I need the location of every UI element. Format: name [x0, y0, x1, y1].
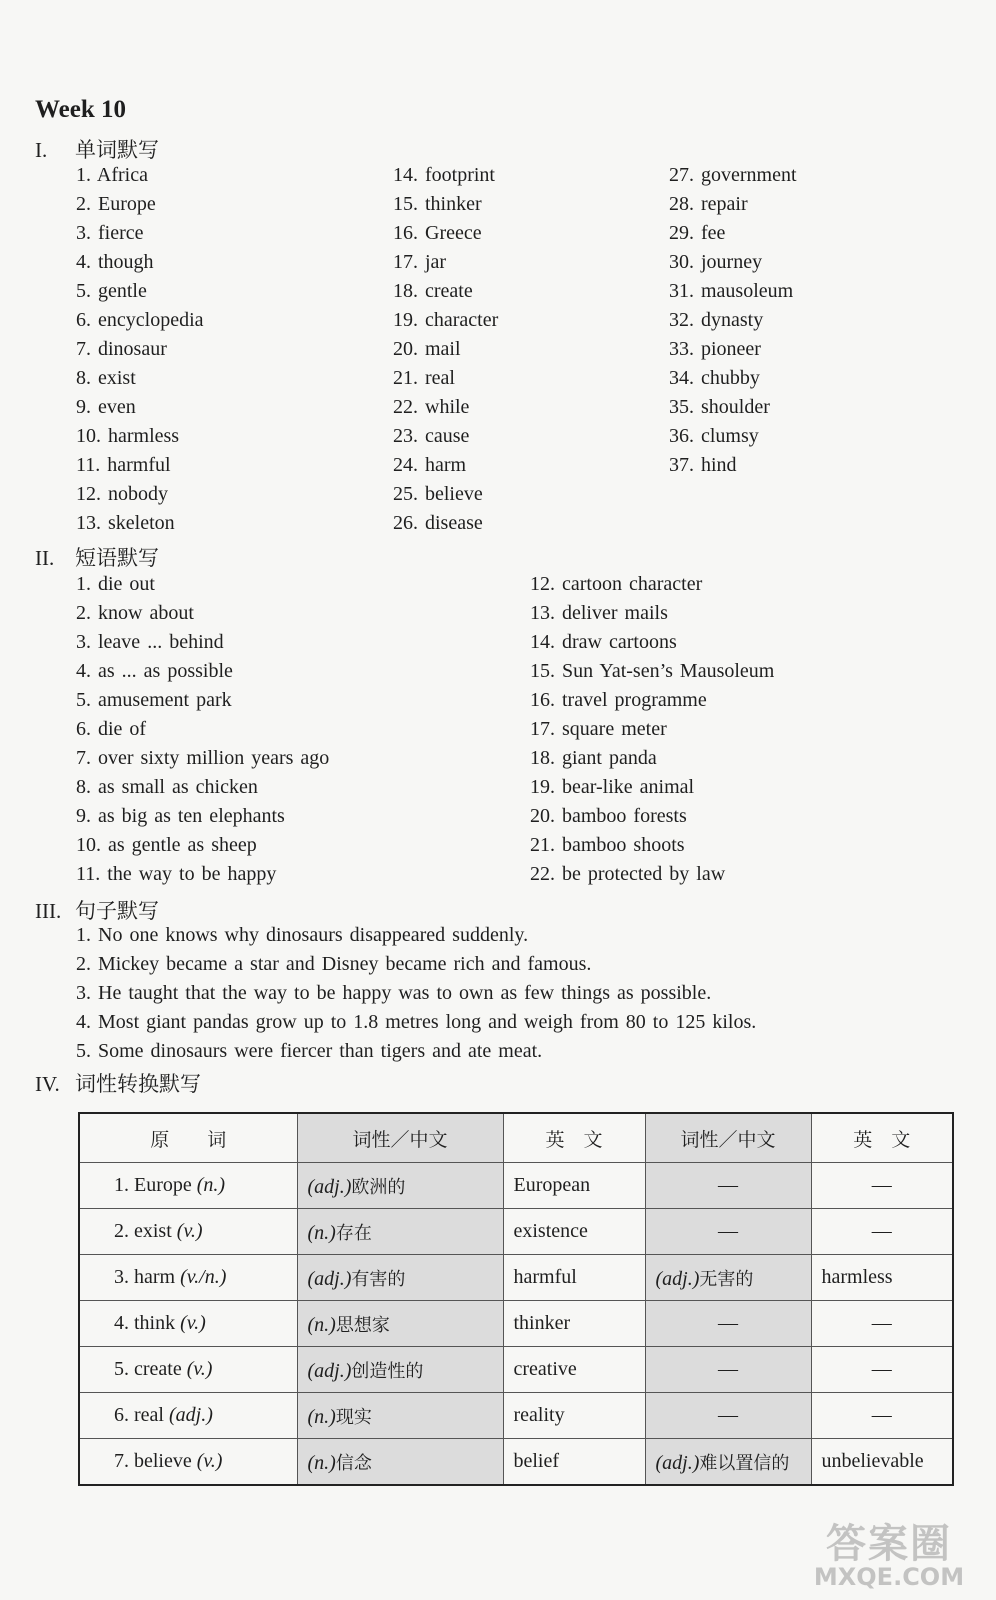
section-number: III.	[35, 899, 62, 923]
row-number: 7.	[114, 1450, 129, 1472]
cell-english-2: —	[811, 1301, 953, 1347]
cell-original	[79, 1439, 297, 1486]
word-item: 23. cause	[393, 425, 470, 447]
phrase-item: 20. bamboo forests	[530, 805, 687, 827]
cell-pos-cn-2	[645, 1255, 811, 1301]
table-row	[79, 1439, 953, 1486]
row-number: 1.	[114, 1174, 129, 1196]
word-item: 15. thinker	[393, 193, 482, 215]
sentence-item: 5. Some dinosaurs were fiercer than tigers and ate meat.	[76, 1040, 543, 1062]
word-item: 4. though	[76, 251, 154, 273]
word-item: 2. Europe	[76, 193, 156, 215]
phrase-item: 4. as ... as possible	[76, 660, 233, 682]
phrase-item: 13. deliver mails	[530, 602, 668, 624]
section-label: 单词默写	[75, 138, 159, 162]
watermark-logo	[804, 1512, 974, 1592]
table-row	[79, 1347, 953, 1393]
watermark-url: MXQE.COM	[813, 1563, 965, 1591]
word-item: 26. disease	[393, 512, 483, 534]
phrase-item: 15. Sun Yat-sen’s Mausoleum	[530, 660, 775, 682]
original-word: believe	[134, 1450, 192, 1472]
phrase-item: 22. be protected by law	[530, 863, 726, 885]
part-of-speech: (adj.)	[307, 1267, 352, 1290]
original-word: create	[134, 1358, 182, 1380]
chinese-meaning: 有害的	[351, 1268, 406, 1290]
word-item: 19. character	[393, 309, 499, 331]
chinese-meaning: 思想家	[335, 1314, 390, 1336]
section-heading-phrases	[35, 542, 159, 572]
part-of-speech: (adj.)	[168, 1404, 213, 1426]
header-pos-cn-1: 词性／中文	[297, 1113, 503, 1163]
phrase-item: 14. draw cartoons	[530, 631, 677, 653]
cell-original	[79, 1255, 297, 1301]
word-item: 1. Africa	[76, 164, 148, 186]
table-row	[79, 1301, 953, 1347]
dash: —	[718, 1404, 738, 1426]
cell-english-1: reality	[503, 1393, 645, 1439]
section-heading-conversion	[35, 1068, 201, 1098]
cell-pos-cn-2	[645, 1209, 811, 1255]
cell-english-2: harmless	[811, 1255, 953, 1301]
cell-english-2: —	[811, 1393, 953, 1439]
row-number: 2.	[114, 1220, 129, 1242]
sentence-item: 4. Most giant pandas grow up to 1.8 metres long and weigh from 80 to 125 kilos.	[76, 1011, 757, 1033]
word-item: 6. encyclopedia	[76, 309, 204, 331]
word-item: 16. Greece	[393, 222, 482, 244]
word-item: 10. harmless	[76, 425, 180, 447]
cell-english-1: creative	[503, 1347, 645, 1393]
dash: —	[718, 1358, 738, 1380]
original-word: real	[134, 1404, 164, 1426]
section-number: II.	[35, 546, 55, 570]
word-item: 18. create	[393, 280, 473, 302]
phrase-item: 1. die out	[76, 573, 155, 595]
cell-pos-cn-2	[645, 1439, 811, 1486]
header-original: 原 词	[79, 1113, 297, 1163]
cell-original	[79, 1301, 297, 1347]
section-number: IV.	[35, 1072, 60, 1096]
phrase-item: 9. as big as ten elephants	[76, 805, 285, 827]
part-of-speech: (v.)	[176, 1220, 203, 1242]
word-item: 30. journey	[669, 251, 763, 273]
cell-pos-cn-2	[645, 1163, 811, 1209]
cell-pos-cn-2	[645, 1393, 811, 1439]
word-item: 31. mausoleum	[669, 280, 794, 302]
sentence-item: 2. Mickey became a star and Disney became rich and famous.	[76, 953, 592, 975]
header-pos-cn-2: 词性／中文	[645, 1113, 811, 1163]
phrase-item: 3. leave ... behind	[76, 631, 224, 653]
word-item: 3. fierce	[76, 222, 144, 244]
phrase-item: 17. square meter	[530, 718, 667, 740]
part-of-speech: (n.)	[196, 1174, 226, 1196]
word-item: 9. even	[76, 396, 136, 418]
row-number: 6.	[114, 1404, 129, 1426]
word-item: 20. mail	[393, 338, 461, 360]
part-of-speech: (adj.)	[307, 1359, 352, 1382]
section-label: 短语默写	[75, 546, 159, 570]
phrase-item: 5. amusement park	[76, 689, 232, 711]
cell-pos-cn-1	[297, 1439, 503, 1486]
word-item: 12. nobody	[76, 483, 168, 505]
cell-english-1: belief	[503, 1439, 645, 1486]
phrase-item: 16. travel programme	[530, 689, 707, 711]
page-title: Week 10	[35, 96, 126, 123]
phrase-item: 18. giant panda	[530, 747, 657, 769]
watermark-text: 答案圈	[826, 1521, 952, 1567]
word-item: 13. skeleton	[76, 512, 175, 534]
table-row	[79, 1393, 953, 1439]
chinese-meaning: 创造性的	[351, 1360, 424, 1382]
cell-pos-cn-1	[297, 1393, 503, 1439]
table-header-row	[79, 1113, 953, 1163]
cell-english-1: existence	[503, 1209, 645, 1255]
table-row	[79, 1209, 953, 1255]
section-heading-words	[35, 134, 159, 164]
phrase-item: 19. bear-like animal	[530, 776, 695, 798]
phrase-item: 11. the way to be happy	[76, 863, 277, 885]
word-item: 17. jar	[393, 251, 447, 273]
word-item: 7. dinosaur	[76, 338, 167, 360]
dash: —	[718, 1312, 738, 1334]
cell-english-1: thinker	[503, 1301, 645, 1347]
word-item: 22. while	[393, 396, 470, 418]
word-item: 35. shoulder	[669, 396, 770, 418]
word-item: 28. repair	[669, 193, 748, 215]
word-item: 36. clumsy	[669, 425, 759, 447]
part-of-speech: (adj.)	[655, 1451, 700, 1474]
part-of-speech: (n.)	[307, 1221, 336, 1244]
row-number: 3.	[114, 1266, 129, 1288]
chinese-meaning: 存在	[335, 1222, 372, 1244]
header-english-1: 英 文	[503, 1113, 645, 1163]
cell-pos-cn-1	[297, 1209, 503, 1255]
table-row	[79, 1163, 953, 1209]
original-word: harm	[134, 1266, 176, 1288]
phrase-item: 6. die of	[76, 718, 147, 740]
cell-pos-cn-1	[297, 1347, 503, 1393]
section-heading-sentences	[35, 895, 159, 925]
word-item: 33. pioneer	[669, 338, 761, 360]
cell-english-1: harmful	[503, 1255, 645, 1301]
phrase-item: 21. bamboo shoots	[530, 834, 685, 856]
part-of-speech: (n.)	[307, 1451, 336, 1474]
part-of-speech: (v./n.)	[180, 1266, 227, 1288]
original-word: exist	[134, 1220, 172, 1242]
chinese-meaning: 难以置信的	[699, 1452, 790, 1474]
dash: —	[718, 1174, 738, 1196]
original-word: think	[134, 1312, 176, 1334]
word-item: 21. real	[393, 367, 455, 389]
cell-english-2: —	[811, 1209, 953, 1255]
part-of-speech: (n.)	[307, 1313, 336, 1336]
part-of-speech: (v.)	[180, 1312, 206, 1334]
section-label: 词性转换默写	[75, 1072, 201, 1096]
cell-pos-cn-1	[297, 1255, 503, 1301]
word-item: 14. footprint	[393, 164, 495, 186]
word-item: 11. harmful	[76, 454, 171, 476]
word-item: 32. dynasty	[669, 309, 764, 331]
word-item: 24. harm	[393, 454, 467, 476]
cell-original	[79, 1163, 297, 1209]
phrase-item: 2. know about	[76, 602, 194, 624]
word-item: 5. gentle	[76, 280, 147, 302]
sentence-item: 1. No one knows why dinosaurs disappeared suddenly.	[76, 924, 529, 946]
phrase-item: 12. cartoon character	[530, 573, 703, 595]
cell-english-1: European	[503, 1163, 645, 1209]
word-item: 25. believe	[393, 483, 483, 505]
part-of-speech: (adj.)	[655, 1267, 700, 1290]
sentence-item: 3. He taught that the way to be happy was to own as few things as possible.	[76, 982, 712, 1004]
word-item: 37. hind	[669, 454, 737, 476]
part-of-speech: (adj.)	[307, 1175, 352, 1198]
phrase-item: 10. as gentle as sheep	[76, 834, 257, 856]
row-number: 4.	[114, 1312, 129, 1334]
cell-pos-cn-2	[645, 1347, 811, 1393]
chinese-meaning: 欧洲的	[351, 1176, 406, 1198]
section-label: 句子默写	[75, 899, 159, 923]
cell-original	[79, 1347, 297, 1393]
cell-original	[79, 1209, 297, 1255]
section-number: I.	[35, 138, 48, 162]
cell-original	[79, 1393, 297, 1439]
word-item: 34. chubby	[669, 367, 760, 389]
header-english-2: 英 文	[811, 1113, 953, 1163]
original-word: Europe	[134, 1174, 192, 1196]
dash: —	[718, 1220, 738, 1242]
word-item: 27. government	[669, 164, 797, 186]
cell-pos-cn-1	[297, 1163, 503, 1209]
chinese-meaning: 现实	[335, 1406, 372, 1428]
cell-pos-cn-2	[645, 1301, 811, 1347]
word-item: 8. exist	[76, 367, 136, 389]
conversion-table	[78, 1112, 954, 1486]
word-item: 29. fee	[669, 222, 726, 244]
part-of-speech: (v.)	[186, 1358, 213, 1380]
chinese-meaning: 信念	[335, 1452, 372, 1474]
phrase-item: 8. as small as chicken	[76, 776, 258, 798]
cell-english-2: —	[811, 1347, 953, 1393]
row-number: 5.	[114, 1358, 129, 1380]
part-of-speech: (n.)	[307, 1405, 336, 1428]
table-row	[79, 1255, 953, 1301]
cell-pos-cn-1	[297, 1301, 503, 1347]
phrase-item: 7. over sixty million years ago	[76, 747, 330, 769]
cell-english-2: unbelievable	[811, 1439, 953, 1486]
part-of-speech: (v.)	[196, 1450, 223, 1472]
cell-english-2: —	[811, 1163, 953, 1209]
chinese-meaning: 无害的	[699, 1268, 754, 1290]
